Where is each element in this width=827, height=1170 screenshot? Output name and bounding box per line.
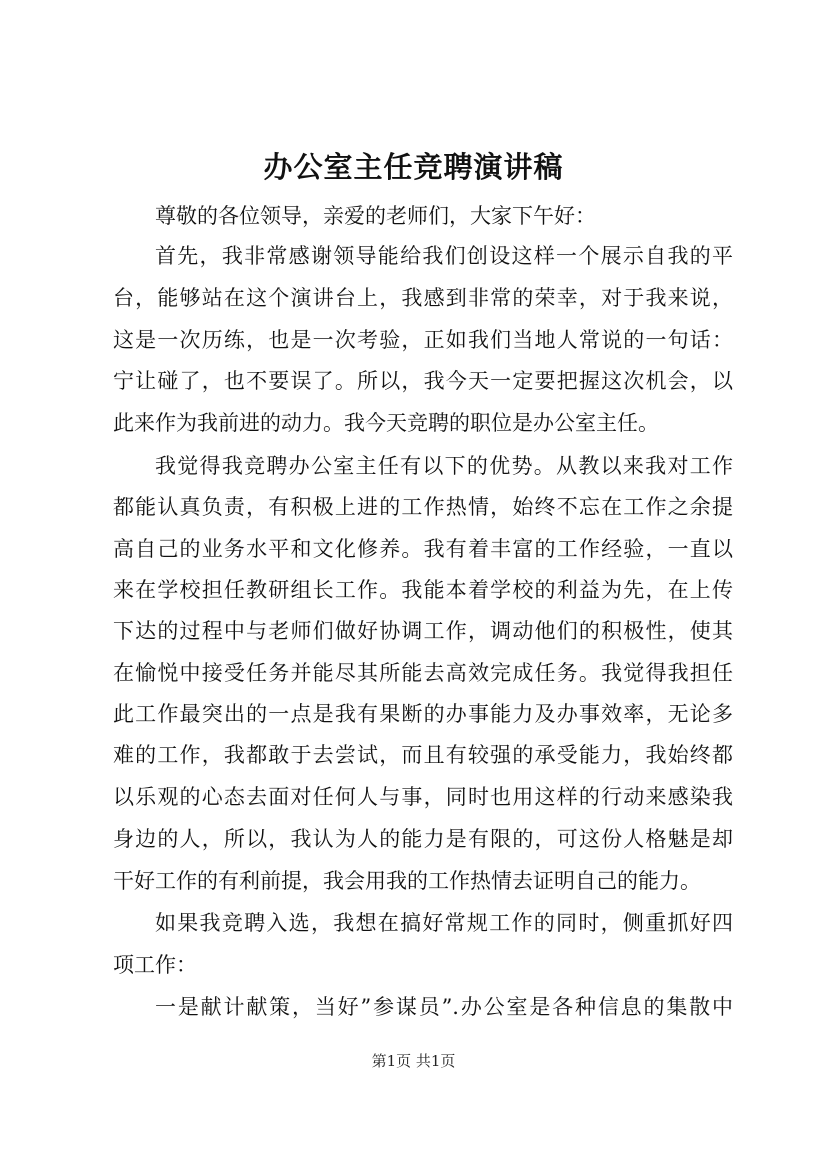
paragraph-line: 下达的过程中与老师们做好协调工作，调动他们的积极性，使其 xyxy=(113,619,733,643)
paragraph-line: 台，能够站在这个演讲台上，我感到非常的荣幸，对于我来说， xyxy=(113,286,733,310)
paragraph-line: 以乐观的心态去面对任何人与事，同时也用这样的行动来感染我 xyxy=(113,785,733,809)
paragraph-line: 项工作： xyxy=(113,953,197,977)
paragraph-line: 如果我竞聘入选，我想在搞好常规工作的同时，侧重抓好四 xyxy=(155,911,733,935)
paragraph-line: 干好工作的有利前提，我会用我的工作热情去证明自己的能力。 xyxy=(113,869,701,893)
paragraph-line: 难的工作，我都敢于去尝试，而且有较强的承受能力，我始终都 xyxy=(113,743,733,767)
paragraph-line: 都能认真负责，有积极上进的工作热情，始终不忘在工作之余提 xyxy=(113,495,733,519)
paragraph-line: 来在学校担任教研组长工作。我能本着学校的利益为先，在上传 xyxy=(113,578,733,602)
paragraph-line: 在愉悦中接受任务并能尽其所能去高效完成任务。我觉得我担任 xyxy=(113,661,733,685)
page-title: 办公室主任竞聘演讲稿 xyxy=(263,150,564,184)
page-number-footer: 第1页 共1页 xyxy=(371,1052,456,1070)
paragraph-line: 高自己的业务水平和文化修养。我有着丰富的工作经验，一直以 xyxy=(113,537,733,561)
paragraph-line: 一是献计献策，当好”参谋员”.办公室是各种信息的集散中 xyxy=(155,995,733,1019)
paragraph-line: 尊敬的各位领导，亲爱的老师们，大家下午好： xyxy=(155,204,596,228)
paragraph-line: 此工作最突出的一点是我有果断的办事能力及办事效率，无论多 xyxy=(113,702,733,726)
paragraph-line: 这是一次历练，也是一次考验，正如我们当地人常说的一句话： xyxy=(113,328,733,352)
paragraph-line: 身边的人，所以，我认为人的能力是有限的，可这份人格魅是却 xyxy=(113,827,733,851)
paragraph-line: 我觉得我竞聘办公室主任有以下的优势。从教以来我对工作 xyxy=(155,454,733,478)
paragraph-line: 首先，我非常感谢领导能给我们创设这样一个展示自我的平 xyxy=(155,244,733,268)
paragraph-line: 宁让碰了，也不要误了。所以，我今天一定要把握这次机会，以 xyxy=(113,369,733,393)
paragraph-line: 此来作为我前进的动力。我今天竞聘的职位是办公室主任。 xyxy=(113,411,659,435)
